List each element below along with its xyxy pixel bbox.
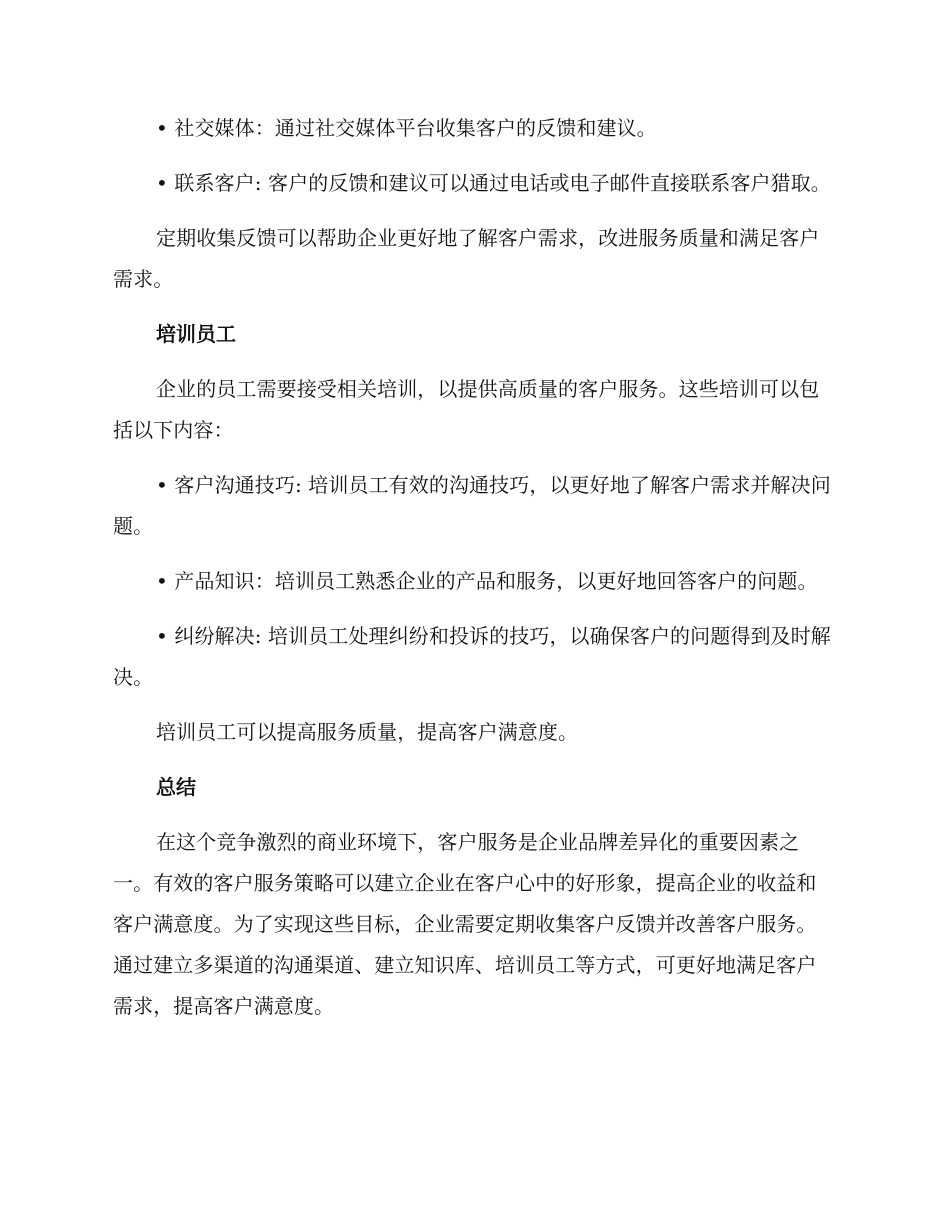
training-intro-paragraph: 企业的员工需要接受相关培训，以提供高质量的客户服务。这些培训可以包括以下内容： [113, 377, 820, 442]
section-heading-training: 培训员工 [156, 322, 236, 346]
feedback-summary-paragraph: 定期收集反馈可以帮助企业更好地了解客户需求，改进服务质量和满足客户需求。 [113, 226, 820, 291]
bullet-product-knowledge: • 产品知识：培训员工熟悉企业的产品和服务，以更好地回答客户的问题。 [156, 569, 818, 593]
section-heading-summary: 总结 [156, 775, 196, 799]
document-body [113, 108, 831, 1041]
summary-paragraph: 在这个竞争激烈的商业环境下，客户服务是企业品牌差异化的重要因素之一。有效的客户服务策略可以建立企业在客户心中的好形象，提高企业的收益和客户满意度。为了实现这些目标，企业需要定期收集客户反馈并改善客户服务。通过建立多渠道的沟通渠道、建立知识库、培训员工等方式，可更好地满足客户需求，提高客户满意度。 [113, 830, 817, 1018]
training-conclusion-paragraph: 培训员工可以提高服务质量，提高客户满意度。 [156, 720, 579, 744]
bullet-social-media: • 社交媒体：通过社交媒体平台收集客户的反馈和建议。 [156, 116, 657, 140]
bullet-dispute-resolution: • 纠纷解决: 培训员工处理纠纷和投诉的技巧，以确保客户的问题得到及时解决。 [113, 624, 831, 689]
bullet-communication-skills: • 客户沟通技巧: 培训员工有效的沟通技巧，以更好地了解客户需求并解决问题。 [113, 473, 831, 538]
bullet-contact-customer: • 联系客户: 客户的反馈和建议可以通过电话或电子邮件直接联系客户猎取。 [156, 171, 831, 195]
